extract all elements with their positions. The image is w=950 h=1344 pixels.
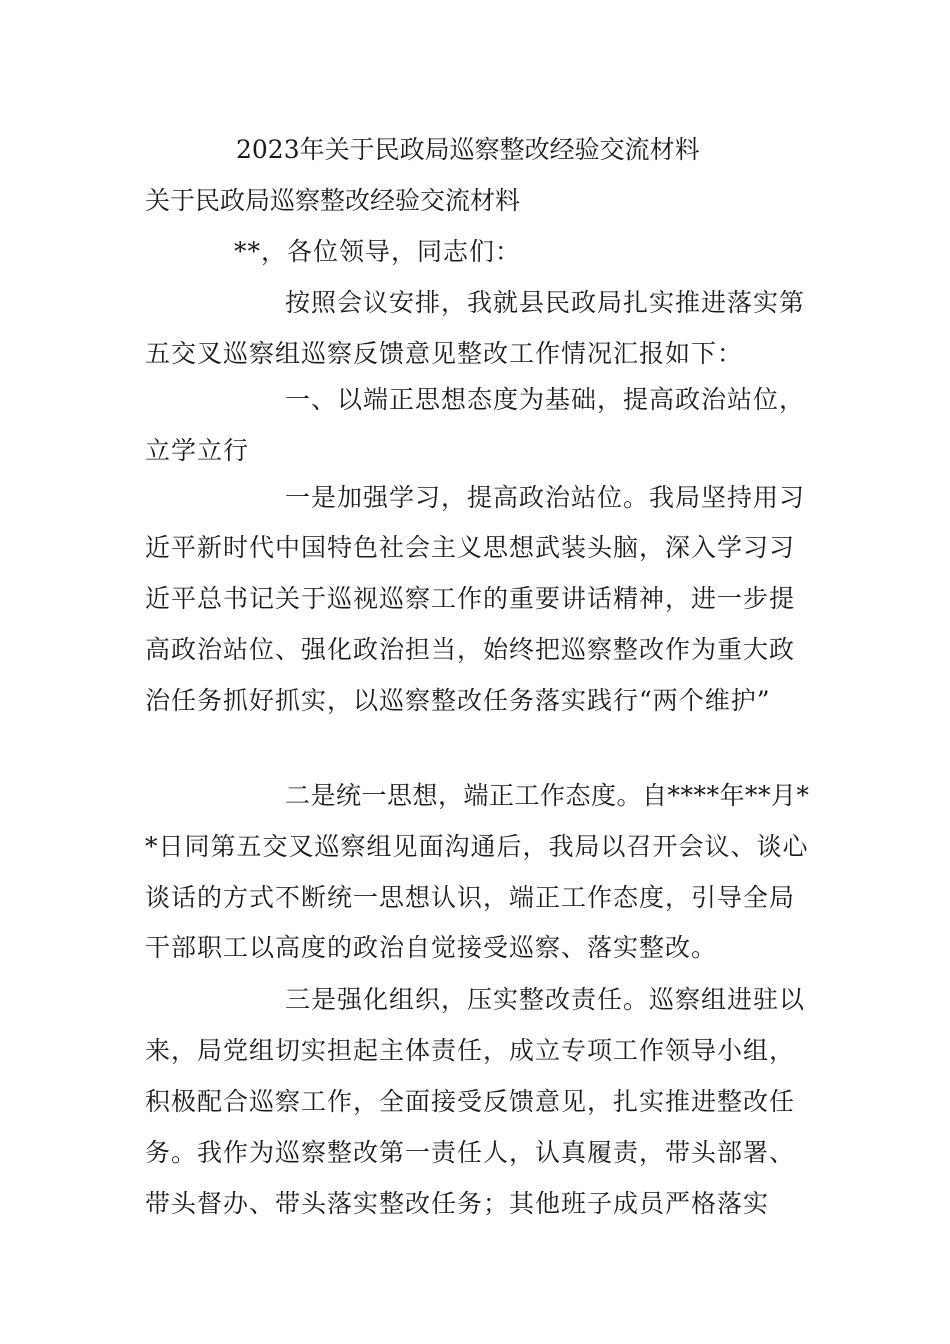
- section-heading-line: 一、以端正思想态度为基础，提高政治站位，: [285, 385, 806, 414]
- paragraph-line: *日同第五交叉巡察组见面沟通后，我局以召开会议、谈心: [145, 832, 809, 861]
- paragraph-line: 来，局党组切实担起主体责任，成立专项工作领导小组，: [145, 1036, 796, 1065]
- paragraph-line: 五交叉巡察组巡察反馈意见整改工作情况汇报如下：: [145, 339, 744, 368]
- paragraph-line: 干部职工以高度的政治自觉接受巡察、落实整改。: [145, 933, 718, 962]
- paragraph-line: 高政治站位、强化政治担当，始终把巡察整改作为重大政: [145, 635, 796, 664]
- paragraph-line: 谈话的方式不断统一思想认识，端正工作态度，引导全局: [145, 883, 796, 912]
- salutation-line: **，各位领导，同志们：: [234, 237, 522, 266]
- paragraph-line: 积极配合巡察工作，全面接受反馈意见，扎实推进整改任: [145, 1087, 796, 1116]
- paragraph-line: 一是加强学习，提高政治站位。我局坚持用习: [285, 483, 806, 512]
- section-heading-line: 立学立行: [145, 436, 250, 465]
- paragraph-line: 二是统一思想，端正工作态度。自****年**月*: [285, 781, 810, 810]
- document-title: 2023年关于民政局巡察整改经验交流材料: [236, 135, 700, 164]
- paragraph-line: 三是强化组织，压实整改责任。巡察组进驻以: [285, 985, 806, 1014]
- paragraph-line: 务。我作为巡察整改第一责任人，认真履责，带头部署、: [145, 1138, 796, 1167]
- document-subtitle: 关于民政局巡察整改经验交流材料: [145, 186, 521, 215]
- paragraph-line: 按照会议安排，我就县民政局扎实推进落实第: [285, 288, 806, 317]
- paragraph-line: 近平总书记关于巡视巡察工作的重要讲话精神，进一步提: [145, 584, 796, 613]
- paragraph-line: 治任务抓好抓实，以巡察整改任务落实践行“两个维护”: [145, 686, 771, 715]
- paragraph-line: 带头督办、带头落实整改任务；其他班子成员严格落实: [145, 1189, 770, 1218]
- paragraph-line: 近平新时代中国特色社会主义思想武装头脑，深入学习习: [145, 533, 796, 562]
